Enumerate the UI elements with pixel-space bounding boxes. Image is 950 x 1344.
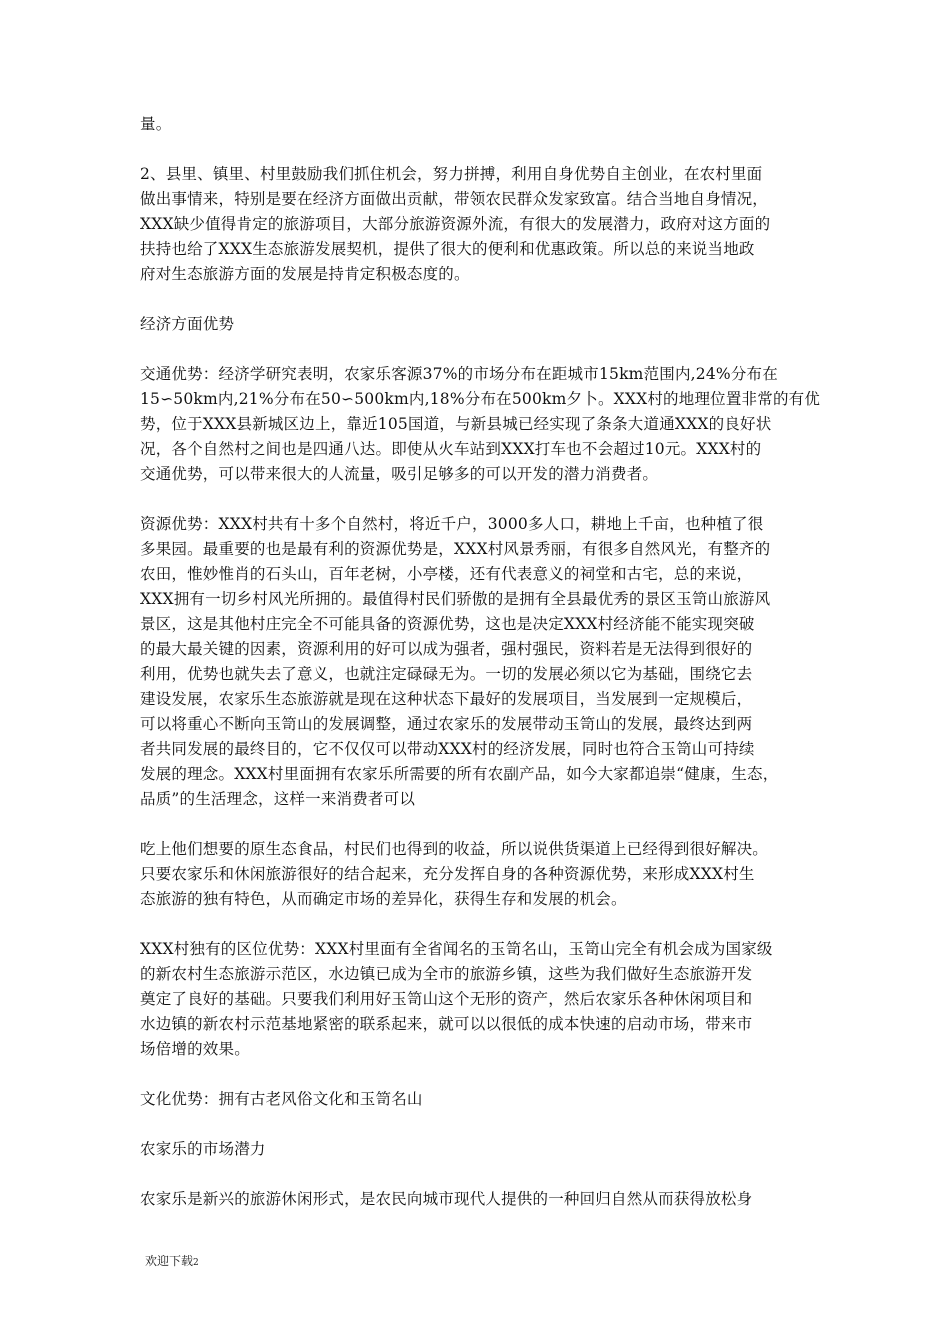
paragraph [140,112,820,137]
text-line: 农家乐是新兴的旅游休闲形式，是农民向城市现代人提供的一种回归自然从而获得放松身 [140,1190,753,1208]
text-line: 15∽50km内,21%分布在50∽500km内,18%分布在500km夕卜。XXX村的地理位置非常的有优 [140,390,821,408]
paragraph [140,1137,820,1162]
paragraph [140,1087,820,1112]
text-line: 可以将重心不断向玉笥山的发展调整，通过农家乐的发展带动玉笥山的发展，最终达到两 [140,715,753,733]
paragraph [140,512,820,812]
text-line: XXX缺少值得肯定的旅游项目，大部分旅游资源外流，有很大的发展潜力，政府对这方面的 [140,215,771,233]
text-line: 农田，惟妙惟肖的石头山，百年老树，小亭楼，还有代表意义的祠堂和古宅，总的来说， [140,565,753,583]
footer-text: 欢迎下载 [145,1254,194,1268]
text-line: 态旅游的独有特色，从而确定市场的差异化，获得生存和发展的机会。 [140,890,627,908]
text-line: 扶持也给了XXX生态旅游发展契机，提供了很大的便利和优惠政策。所以总的来说当地政 [140,240,755,258]
text-line: 势，位于XXX县新城区边上，靠近105国道，与新县城已经实现了条条大道通XXX的良好状 [140,415,772,433]
text-line: XXX拥有一切乡村风光所拥的。最值得村民们骄傲的是拥有全县最优秀的景区玉笥山旅游风 [140,590,771,608]
text-line: 多果园。最重要的也是最有利的资源优势是，XXX村风景秀丽，有很多自然风光，有整齐的 [140,540,771,558]
text-line: 只要农家乐和休闲旅游很好的结合起来，充分发挥自身的各种资源优势，来形成XXX村生 [140,865,755,883]
text-line: 府对生态旅游方面的发展是持肯定积极态度的。 [140,265,470,283]
text-line: 2、县里、镇里、村里鼓励我们抓住机会，努力拼搏，利用自身优势自主创业，在农村里面 [140,165,763,183]
page-footer [145,1253,199,1271]
text-line: 交通优势：经济学研究表明，农家乐客源37%的市场分布在距城市15km范围内,24%分布在 [140,365,778,383]
document-body [140,112,820,1237]
paragraph [140,162,820,287]
text-line: 品质”的生活理念，这样一来消费者可以 [140,790,416,808]
text-line: 经济方面优势 [140,315,235,333]
paragraph [140,362,820,487]
text-line: 做出事情来，特别是要在经济方面做出贡献，带领农民群众发家致富。结合当地自身情况， [140,190,769,208]
text-line: 农家乐的市场潜力 [140,1140,266,1158]
text-line: 交通优势，可以带来很大的人流量，吸引足够多的可以开发的潜力消费者。 [140,465,659,483]
text-line: 水边镇的新农村示范基地紧密的联系起来，就可以以很低的成本快速的启动市场，带来市 [140,1015,753,1033]
text-line: 建设发展，农家乐生态旅游就是现在这种状态下最好的发展项目，当发展到一定规模后， [140,690,753,708]
text-line: 的最大最关键的因素，资源利用的好可以成为强者，强村强民，资料若是无法得到很好的 [140,640,753,658]
text-line: 资源优势：XXX村共有十多个自然村，将近千户，3000多人口，耕地上千亩，也种植了很 [140,515,764,533]
text-line: 况，各个自然村之间也是四通八达。即使从火车站到XXX打车也不会超过10元。XXX村的 [140,440,762,458]
text-line: 场倍增的效果。 [140,1040,250,1058]
text-line: 量。 [140,115,172,133]
text-line: 利用，优势也就失去了意义，也就注定碌碌无为。一切的发展必须以它为基础，围绕它去 [140,665,753,683]
text-line: 发展的理念。XXX村里面拥有农家乐所需要的所有农副产品，如今大家都追崇“健康，生态， [140,765,779,783]
text-line: 者共同发展的最终目的，它不仅仅可以带动XXX村的经济发展，同时也符合玉笥山可持续 [140,740,755,758]
paragraph [140,1187,820,1212]
text-line: XXX村独有的区位优势：XXX村里面有全省闻名的玉笥名山，玉笥山完全有机会成为国家级 [140,940,773,958]
text-line: 吃上他们想要的原生态食品，村民们也得到的收益，所以说供货渠道上已经得到很好解决。 [140,840,769,858]
paragraph [140,937,820,1062]
page-number: 2 [193,1258,199,1268]
text-line: 奠定了良好的基础。只要我们利用好玉笥山这个无形的资产，然后农家乐各种休闲项目和 [140,990,753,1008]
text-line: 文化优势：拥有古老风俗文化和玉笥名山 [140,1090,423,1108]
text-line: 的新农村生态旅游示范区，水边镇已成为全市的旅游乡镇，这些为我们做好生态旅游开发 [140,965,753,983]
paragraph [140,837,820,912]
paragraph [140,312,820,337]
text-line: 景区，这是其他村庄完全不可能具备的资源优势，这也是决定XXX村经济能不能实现突破 [140,615,755,633]
